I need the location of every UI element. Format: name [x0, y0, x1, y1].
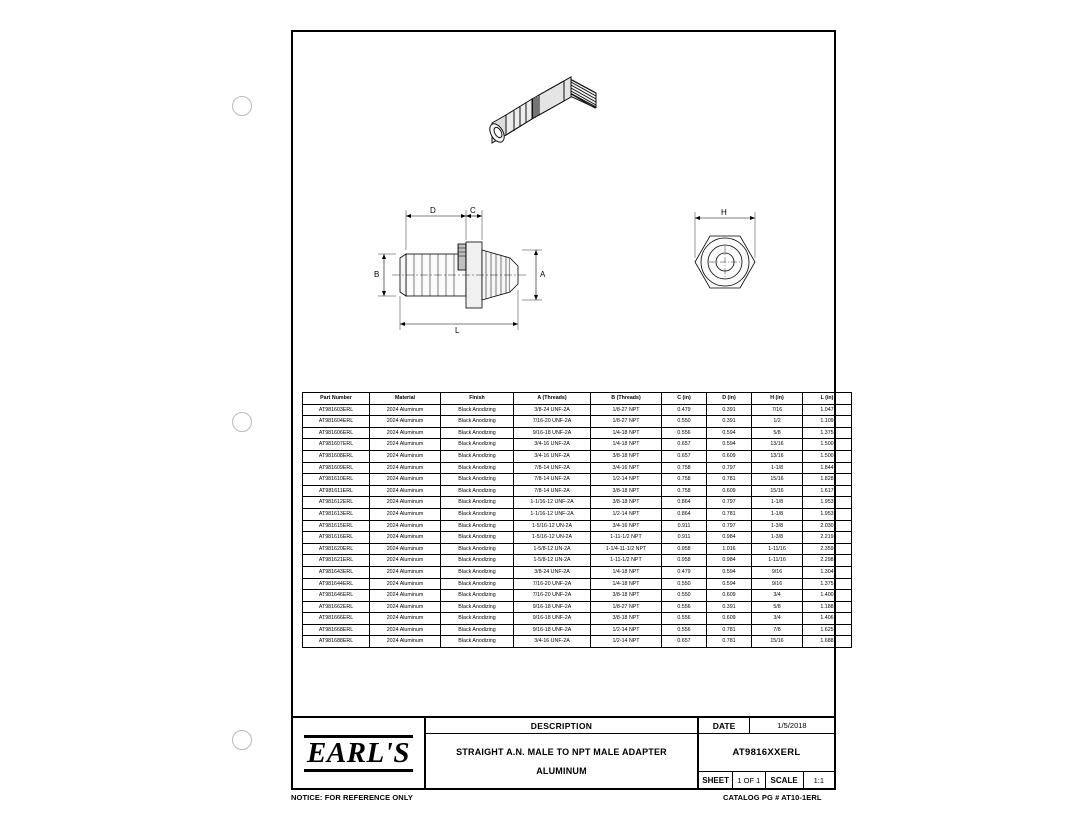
- dimension-label-d: D: [430, 206, 436, 215]
- cell-finish: Black Anodizing: [441, 543, 514, 555]
- cell-b-threads: 3/4-16 NPT: [591, 520, 662, 532]
- cell-h: 15/16: [752, 636, 803, 648]
- specification-table: [302, 392, 852, 648]
- cell-d: 0.594: [707, 566, 752, 578]
- cell-finish: Black Anodizing: [441, 497, 514, 509]
- cell-l: 1.500: [803, 439, 852, 451]
- cell-material: 2024 Aluminum: [370, 624, 441, 636]
- dimension-label-c: C: [470, 206, 476, 215]
- cell-h: 1-11/16: [752, 555, 803, 567]
- cell-h: 5/8: [752, 601, 803, 613]
- cell-finish: Black Anodizing: [441, 462, 514, 474]
- table-row: [303, 601, 852, 613]
- column-header-h: H (in): [752, 393, 803, 405]
- cell-a-threads: 3/4-16 UNF-2A: [514, 450, 591, 462]
- cell-l: 1.953: [803, 497, 852, 509]
- cell-part-number: AT981666ERL: [303, 613, 370, 625]
- cell-a-threads: 1-1/16-12 UNF-2A: [514, 497, 591, 509]
- cell-c: 0.958: [662, 555, 707, 567]
- cell-l: 1.400: [803, 590, 852, 602]
- cell-a-threads: 7/8-14 UNF-2A: [514, 474, 591, 486]
- cell-finish: Black Anodizing: [441, 485, 514, 497]
- cell-c: 0.556: [662, 613, 707, 625]
- table-row: [303, 532, 852, 544]
- cell-h: 1-1/8: [752, 497, 803, 509]
- table-row: [303, 416, 852, 428]
- cell-b-threads: 3/8-18 NPT: [591, 450, 662, 462]
- cell-h: 5/8: [752, 427, 803, 439]
- cell-b-threads: 3/8-18 NPT: [591, 497, 662, 509]
- cell-a-threads: 1-1/16-12 UNF-2A: [514, 508, 591, 520]
- cell-d: 0.609: [707, 613, 752, 625]
- dimension-label-b: B: [374, 270, 380, 279]
- cell-h: 9/16: [752, 578, 803, 590]
- cell-material: 2024 Aluminum: [370, 590, 441, 602]
- table-row: [303, 474, 852, 486]
- notice-text: NOTICE: FOR REFERENCE ONLY: [291, 793, 413, 802]
- dimension-label-l: L: [455, 326, 460, 335]
- cell-finish: Black Anodizing: [441, 520, 514, 532]
- cell-material: 2024 Aluminum: [370, 404, 441, 416]
- dimension-label-h: H: [721, 208, 727, 217]
- column-header-a-threads: A (Threads): [514, 393, 591, 405]
- table-row: [303, 590, 852, 602]
- column-header-d: D (in): [707, 393, 752, 405]
- cell-a-threads: 3/8-24 UNF-2A: [514, 566, 591, 578]
- cell-c: 0.911: [662, 532, 707, 544]
- end-view: [665, 200, 790, 330]
- cell-d: 0.391: [707, 601, 752, 613]
- cell-l: 1.304: [803, 566, 852, 578]
- scale-label: SCALE: [766, 772, 804, 789]
- cell-h: 1-3/8: [752, 532, 803, 544]
- cell-b-threads: 3/8-18 NPT: [591, 590, 662, 602]
- cell-material: 2024 Aluminum: [370, 450, 441, 462]
- cell-a-threads: 7/16-20 UNF-2A: [514, 590, 591, 602]
- sheet-value: 1 OF 1: [733, 772, 765, 789]
- cell-finish: Black Anodizing: [441, 532, 514, 544]
- cell-part-number: AT981613ERL: [303, 508, 370, 520]
- table-row: [303, 508, 852, 520]
- cell-finish: Black Anodizing: [441, 439, 514, 451]
- cell-part-number: AT981644ERL: [303, 578, 370, 590]
- cell-finish: Black Anodizing: [441, 590, 514, 602]
- cell-finish: Black Anodizing: [441, 404, 514, 416]
- cell-b-threads: 1/2-14 NPT: [591, 636, 662, 648]
- cell-finish: Black Anodizing: [441, 613, 514, 625]
- cell-a-threads: 9/16-18 UNF-2A: [514, 601, 591, 613]
- cell-b-threads: 1/2-14 NPT: [591, 508, 662, 520]
- cell-c: 0.479: [662, 404, 707, 416]
- cell-part-number: AT981607ERL: [303, 439, 370, 451]
- cell-c: 0.479: [662, 566, 707, 578]
- cell-finish: Black Anodizing: [441, 578, 514, 590]
- cell-h: 1-1/8: [752, 508, 803, 520]
- date-value: 1/5/2018: [777, 721, 807, 730]
- cell-a-threads: 1-5/8-12 UN-2A: [514, 555, 591, 567]
- cell-material: 2024 Aluminum: [370, 462, 441, 474]
- cell-l: 1.375: [803, 427, 852, 439]
- cell-material: 2024 Aluminum: [370, 485, 441, 497]
- cell-d: 0.984: [707, 555, 752, 567]
- cell-part-number: AT981606ERL: [303, 427, 370, 439]
- side-section-view: [370, 200, 605, 350]
- cell-part-number: AT981646ERL: [303, 590, 370, 602]
- cell-b-threads: 1/8-27 NPT: [591, 404, 662, 416]
- cell-d: 0.391: [707, 404, 752, 416]
- cell-part-number: AT981611ERL: [303, 485, 370, 497]
- drawing-part-number: AT9816XXERL: [699, 734, 834, 772]
- cell-part-number: AT981603ERL: [303, 404, 370, 416]
- cell-d: 0.609: [707, 590, 752, 602]
- cell-h: 3/4: [752, 613, 803, 625]
- cell-d: 0.781: [707, 508, 752, 520]
- cell-part-number: AT981662ERL: [303, 601, 370, 613]
- cell-a-threads: 1-5/8-12 UN-2A: [514, 543, 591, 555]
- description-header: DESCRIPTION: [426, 718, 697, 734]
- cell-a-threads: 7/16-20 UNF-2A: [514, 578, 591, 590]
- cell-finish: Black Anodizing: [441, 508, 514, 520]
- cell-c: 0.758: [662, 485, 707, 497]
- cell-b-threads: 3/4-16 NPT: [591, 462, 662, 474]
- cell-part-number: AT981608ERL: [303, 450, 370, 462]
- cell-d: 0.594: [707, 578, 752, 590]
- cell-b-threads: 1/8-27 NPT: [591, 416, 662, 428]
- cell-a-threads: 9/16-18 UNF-2A: [514, 427, 591, 439]
- cell-material: 2024 Aluminum: [370, 532, 441, 544]
- cell-l: 1.109: [803, 416, 852, 428]
- cell-finish: Black Anodizing: [441, 566, 514, 578]
- table-row: [303, 543, 852, 555]
- punch-hole: [232, 730, 252, 750]
- cell-d: 0.781: [707, 636, 752, 648]
- cell-l: 1.188: [803, 601, 852, 613]
- cell-b-threads: 1/4-18 NPT: [591, 578, 662, 590]
- cell-a-threads: 1-5/16-12 UN-2A: [514, 520, 591, 532]
- cell-c: 0.657: [662, 439, 707, 451]
- isometric-fitting-illustration: [470, 55, 620, 180]
- cell-a-threads: 3/8-24 UNF-2A: [514, 404, 591, 416]
- cell-a-threads: 3/4-16 UNF-2A: [514, 636, 591, 648]
- table-row: [303, 520, 852, 532]
- column-header-finish: Finish: [441, 393, 514, 405]
- cell-d: 0.984: [707, 532, 752, 544]
- table-row: [303, 485, 852, 497]
- cell-l: 1.844: [803, 462, 852, 474]
- cell-part-number: AT981612ERL: [303, 497, 370, 509]
- table-row: [303, 555, 852, 567]
- cell-material: 2024 Aluminum: [370, 497, 441, 509]
- cell-c: 0.958: [662, 543, 707, 555]
- cell-finish: Black Anodizing: [441, 474, 514, 486]
- cell-h: 13/16: [752, 439, 803, 451]
- cell-material: 2024 Aluminum: [370, 566, 441, 578]
- table-row: [303, 578, 852, 590]
- cell-h: 15/16: [752, 474, 803, 486]
- cell-part-number: AT981668ERL: [303, 624, 370, 636]
- cell-b-threads: 1/4-18 NPT: [591, 566, 662, 578]
- cell-b-threads: 1-11-1/2 NPT: [591, 555, 662, 567]
- cell-material: 2024 Aluminum: [370, 613, 441, 625]
- cell-l: 1.617: [803, 485, 852, 497]
- cell-finish: Black Anodizing: [441, 450, 514, 462]
- cell-c: 0.556: [662, 624, 707, 636]
- cell-part-number: AT981604ERL: [303, 416, 370, 428]
- cell-d: 0.781: [707, 624, 752, 636]
- cell-l: 2.359: [803, 543, 852, 555]
- cell-part-number: AT981610ERL: [303, 474, 370, 486]
- cell-a-threads: 9/16-18 UNF-2A: [514, 613, 591, 625]
- table-header-row: [303, 393, 852, 405]
- cell-h: 7/16: [752, 404, 803, 416]
- cell-finish: Black Anodizing: [441, 416, 514, 428]
- table-row: [303, 450, 852, 462]
- cell-l: 2.298: [803, 555, 852, 567]
- cell-h: 1-1/8: [752, 462, 803, 474]
- cell-material: 2024 Aluminum: [370, 601, 441, 613]
- cell-c: 0.758: [662, 462, 707, 474]
- cell-part-number: AT981616ERL: [303, 532, 370, 544]
- dimension-label-a: A: [540, 270, 546, 279]
- cell-d: 0.609: [707, 450, 752, 462]
- cell-h: 9/16: [752, 566, 803, 578]
- cell-c: 0.657: [662, 636, 707, 648]
- cell-material: 2024 Aluminum: [370, 636, 441, 648]
- cell-material: 2024 Aluminum: [370, 508, 441, 520]
- cell-material: 2024 Aluminum: [370, 439, 441, 451]
- cell-b-threads: 1/2-14 NPT: [591, 474, 662, 486]
- cell-d: 0.594: [707, 439, 752, 451]
- cell-a-threads: 7/8-14 UNF-2A: [514, 462, 591, 474]
- cell-material: 2024 Aluminum: [370, 427, 441, 439]
- cell-material: 2024 Aluminum: [370, 474, 441, 486]
- table-row: [303, 497, 852, 509]
- cell-b-threads: 1/4-18 NPT: [591, 439, 662, 451]
- cell-material: 2024 Aluminum: [370, 578, 441, 590]
- cell-d: 0.609: [707, 485, 752, 497]
- cell-c: 0.550: [662, 578, 707, 590]
- column-header-b-threads: B (Threads): [591, 393, 662, 405]
- cell-l: 1.406: [803, 613, 852, 625]
- title-block-right: [699, 718, 834, 788]
- punch-hole: [232, 96, 252, 116]
- cell-l: 1.625: [803, 624, 852, 636]
- cell-h: 3/4: [752, 590, 803, 602]
- punch-hole: [232, 412, 252, 432]
- cell-l: 1.828: [803, 474, 852, 486]
- description-section: [426, 718, 699, 788]
- cell-d: 0.391: [707, 416, 752, 428]
- cell-b-threads: 1/2-14 NPT: [591, 624, 662, 636]
- cell-c: 0.864: [662, 508, 707, 520]
- cell-finish: Black Anodizing: [441, 636, 514, 648]
- cell-l: 2.219: [803, 532, 852, 544]
- cell-c: 0.758: [662, 474, 707, 486]
- cell-b-threads: 3/8-18 NPT: [591, 485, 662, 497]
- cell-c: 0.657: [662, 450, 707, 462]
- cell-c: 0.911: [662, 520, 707, 532]
- cell-b-threads: 1/8-27 NPT: [591, 601, 662, 613]
- table-row: [303, 566, 852, 578]
- title-block: [291, 716, 836, 790]
- cell-a-threads: 3/4-16 UNF-2A: [514, 439, 591, 451]
- cell-part-number: AT981621ERL: [303, 555, 370, 567]
- cell-a-threads: 7/8-14 UNF-2A: [514, 485, 591, 497]
- sheet-label: SHEET: [699, 772, 733, 789]
- description-line-2: ALUMINUM: [536, 765, 587, 776]
- cell-material: 2024 Aluminum: [370, 543, 441, 555]
- cell-h: 7/8: [752, 624, 803, 636]
- table-row: [303, 636, 852, 648]
- table-row: [303, 462, 852, 474]
- cell-part-number: AT981609ERL: [303, 462, 370, 474]
- table-row: [303, 613, 852, 625]
- cell-h: 1-11/16: [752, 543, 803, 555]
- cell-h: 15/16: [752, 485, 803, 497]
- scale-value: 1:1: [813, 776, 825, 785]
- cell-l: 2.030: [803, 520, 852, 532]
- date-label: DATE: [699, 718, 750, 733]
- description-line-1: STRAIGHT A.N. MALE TO NPT MALE ADAPTER: [456, 746, 667, 757]
- cell-l: 1.688: [803, 636, 852, 648]
- cell-a-threads: 7/16-20 UNF-2A: [514, 416, 591, 428]
- cell-material: 2024 Aluminum: [370, 520, 441, 532]
- cell-h: 1/2: [752, 416, 803, 428]
- cell-c: 0.556: [662, 601, 707, 613]
- cell-finish: Black Anodizing: [441, 624, 514, 636]
- brand-logo: [293, 718, 426, 788]
- cell-d: 1.016: [707, 543, 752, 555]
- cell-part-number: AT981688ERL: [303, 636, 370, 648]
- cell-finish: Black Anodizing: [441, 555, 514, 567]
- cell-b-threads: 1-1/4-11-1/2 NPT: [591, 543, 662, 555]
- cell-l: 1.953: [803, 508, 852, 520]
- cell-a-threads: 9/16-18 UNF-2A: [514, 624, 591, 636]
- cell-c: 0.556: [662, 427, 707, 439]
- table-row: [303, 624, 852, 636]
- cell-part-number: AT981643ERL: [303, 566, 370, 578]
- column-header-part-number: Part Number: [303, 393, 370, 405]
- column-header-material: Material: [370, 393, 441, 405]
- cell-b-threads: 1-11-1/2 NPT: [591, 532, 662, 544]
- cell-a-threads: 1-5/16-12 UN-2A: [514, 532, 591, 544]
- cell-b-threads: 1/4-18 NPT: [591, 427, 662, 439]
- cell-d: 0.781: [707, 474, 752, 486]
- column-header-c: C (in): [662, 393, 707, 405]
- cell-d: 0.797: [707, 462, 752, 474]
- cell-c: 0.864: [662, 497, 707, 509]
- cell-h: 1-3/8: [752, 520, 803, 532]
- cell-c: 0.550: [662, 416, 707, 428]
- cell-d: 0.594: [707, 427, 752, 439]
- cell-finish: Black Anodizing: [441, 427, 514, 439]
- cell-d: 0.797: [707, 520, 752, 532]
- cell-material: 2024 Aluminum: [370, 416, 441, 428]
- cell-l: 1.500: [803, 450, 852, 462]
- cell-b-threads: 3/8-18 NPT: [591, 613, 662, 625]
- table-row: [303, 427, 852, 439]
- table-row: [303, 404, 852, 416]
- column-header-l: L (in): [803, 393, 852, 405]
- table-row: [303, 439, 852, 451]
- cell-d: 0.797: [707, 497, 752, 509]
- cell-finish: Black Anodizing: [441, 601, 514, 613]
- cell-part-number: AT981615ERL: [303, 520, 370, 532]
- cell-c: 0.550: [662, 590, 707, 602]
- cell-part-number: AT981620ERL: [303, 543, 370, 555]
- catalog-page-text: CATALOG PG # AT10-1ERL: [723, 793, 822, 802]
- cell-l: 1.375: [803, 578, 852, 590]
- earls-logo-text: EARL'S: [304, 735, 413, 772]
- cell-material: 2024 Aluminum: [370, 555, 441, 567]
- cell-l: 1.047: [803, 404, 852, 416]
- cell-h: 13/16: [752, 450, 803, 462]
